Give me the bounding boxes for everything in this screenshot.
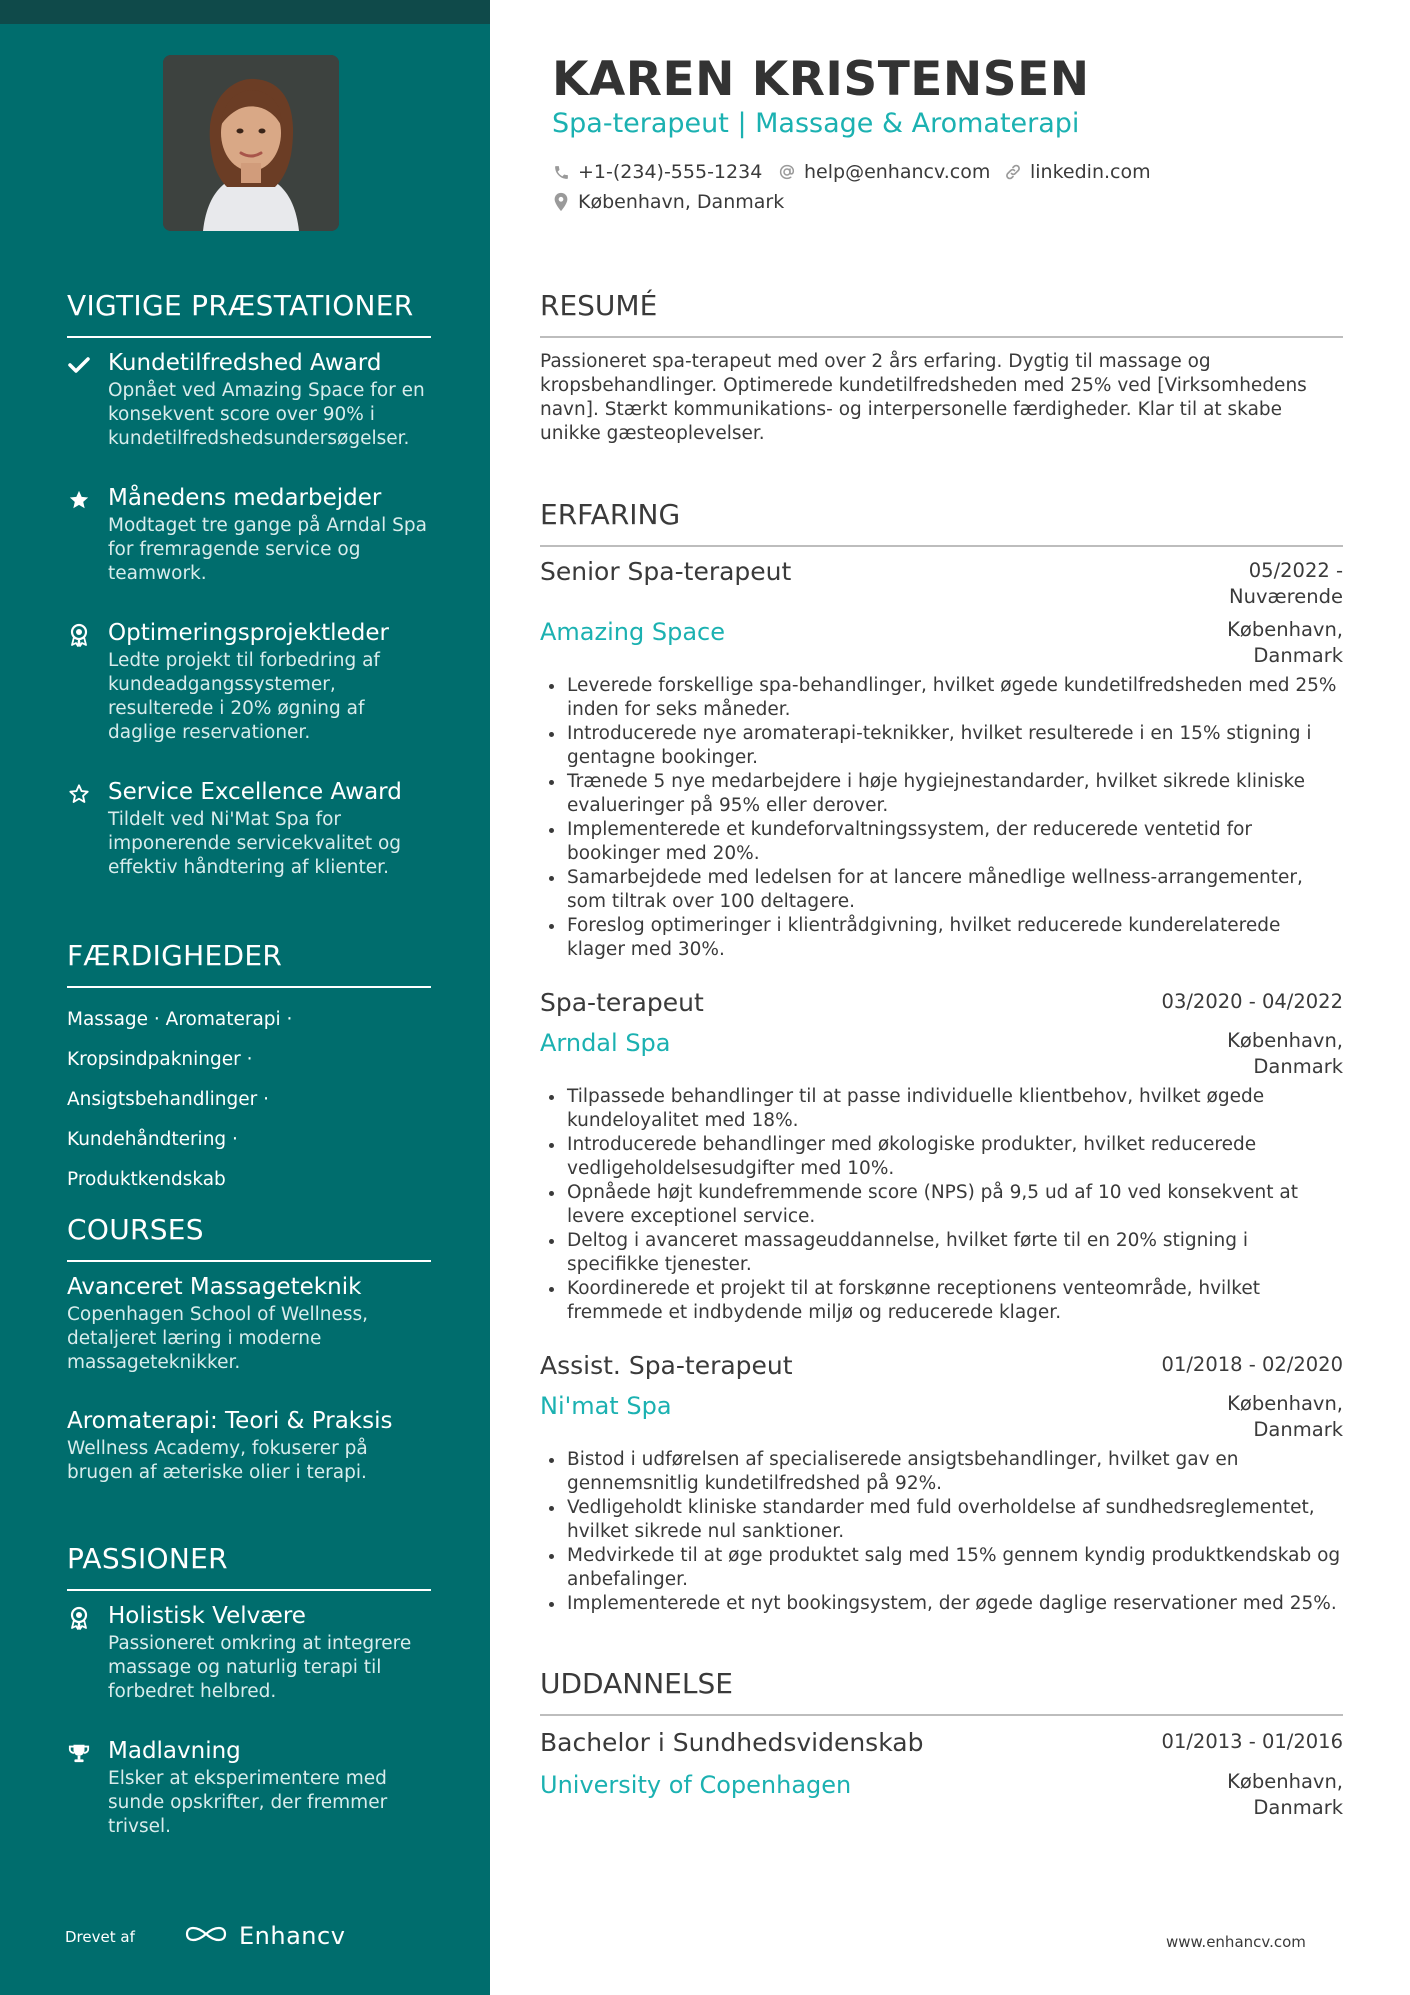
courses-heading: COURSES [67,1212,431,1262]
job-date: 05/2022 - Nuværende [1229,559,1343,608]
contact-location [552,191,784,213]
trophy-icon [67,1741,91,1765]
job-title: Spa-terapeut [540,988,704,1017]
enhancv-logo-text: Enhancv [239,1922,346,1950]
job-title: Assist. Spa-terapeut [540,1351,793,1380]
skills-list [67,1000,431,1200]
achievement-desc: Tildelt ved Ni'Mat Spa for imponerende servicekvalitet og effektiv håndtering af klienter. [108,809,402,878]
job-company: Ni'mat Spa [540,1392,672,1420]
powered-by-label: Drevet af [65,1928,135,1946]
skills-heading: FÆRDIGHEDER [67,938,431,988]
job-bullet: Trænede 5 nye medarbejdere i høje hygiejnestandarder, hvilket sikrede kliniske evalueringer på 95% eller derover. [540,770,1343,818]
job-bullet: Deltog i avanceret massageuddannelse, hvilket førte til en 20% stigning i specifikke tjenester. [540,1229,1343,1277]
linkedin-text: linkedin.com [1030,161,1151,183]
education-degree: Bachelor i Sundhedsvidenskab [540,1728,924,1757]
achievement-desc: Modtaget tre gange på Arndal Spa for fremragende service og teamwork. [108,515,427,584]
summary-heading: RESUMÉ [540,288,1343,338]
contact-linkedin[interactable] [1004,161,1151,183]
course-item [67,1405,431,1485]
achievement-title: Service Excellence Award [108,779,402,805]
job-bullet: Implementerede et kundeforvaltningssystem, der reducerede ventetid for bookinger med 20%. [540,818,1343,866]
job-bullet: Medvirkede til at øge produktet salg med 15% gennem kyndig produktkendskab og anbefalinger. [540,1544,1343,1592]
job-location: København, Danmark [1227,618,1343,667]
sidebar-top-bar [0,0,490,24]
skills-line: Kropsindpakninger · [67,1049,253,1070]
sidebar [0,0,490,1995]
passion-desc: Passioneret omkring at integrere massage og naturlig terapi til forbedret helbred. [108,1633,412,1702]
achievement-item [67,482,431,586]
job-date: 01/2018 - 02/2020 [1161,1353,1343,1376]
passion-item [67,1735,431,1839]
achievement-item [67,617,431,745]
star-icon [67,488,91,512]
course-title: Avanceret Massageteknik [67,1274,362,1300]
education-heading: UDDANNELSE [540,1666,1343,1716]
award-ribbon-icon [67,623,91,647]
contact-phone [552,161,762,183]
job-bullet: Introducerede nye aromaterapi-teknikker, hvilket resulterede i en 15% stigning i gentagne bookinger. [540,722,1343,770]
passions-section [67,1541,431,1837]
job-company: Amazing Space [540,618,725,646]
job-location: København, Danmark [1227,1029,1343,1078]
education-location: København, Danmark [1227,1770,1343,1819]
passions-heading: PASSIONER [67,1541,431,1591]
passion-desc: Elsker at eksperimentere med sunde opskrifter, der fremmer trivsel. [108,1768,388,1837]
achievement-title: Månedens medarbejder [108,485,382,511]
summary-text: Passioneret spa-terapeut med over 2 års erfaring. Dygtig til massage og kropsbehandlinger. Optimerede kundetilfredsheden med 25% ved [Virksomhedens navn]. Stærkt kommunikations- og interpersonelle færdigheder. Klar til at skabe unikke gæsteoplevelser. [540,351,1307,444]
job-bullet: Introducerede behandlinger med økologiske produkter, hvilket reducerede vedligeholdelsesudgifter med 10%. [540,1133,1343,1181]
achievements-section [67,288,431,878]
achievement-title: Kundetilfredshed Award [108,350,382,376]
location-pin-icon [552,193,570,211]
achievements-heading: VIGTIGE PRÆSTATIONER [67,288,431,338]
phone-icon [552,163,570,181]
achievement-title: Optimeringsprojektleder [108,620,389,646]
courses-section [67,1212,431,1483]
course-desc: Copenhagen School of Wellness, detaljeret læring i moderne massageteknikker. [67,1304,369,1373]
achievement-item [67,347,431,451]
job-bullet: Opnåede højt kundefremmende score (NPS) på 9,5 ud af 10 ved konsekvent at levere exceptionel service. [540,1181,1343,1229]
job-company: Arndal Spa [540,1029,671,1057]
job-bullet: Tilpassede behandlinger til at passe individuelle klientbehov, hvilket øgede kundeloyalitet med 18%. [540,1085,1343,1133]
profile-photo [163,55,339,231]
course-item [67,1271,431,1375]
job-bullets [540,1448,1343,1616]
achievement-item [67,776,431,880]
job-bullets [540,674,1343,962]
job-title: Senior Spa-terapeut [540,557,792,586]
skills-line: Ansigtsbehandlinger · Kundehåndtering · [67,1089,269,1150]
job-date: 03/2020 - 04/2022 [1161,990,1343,1013]
experience-heading: ERFARING [540,497,1343,547]
achievement-desc: Opnået ved Amazing Space for en konsekvent score over 90% i kundetilfredshedsundersøgelser. [108,380,425,449]
candidate-name: KAREN KRISTENSEN [552,52,1090,107]
phone-text: +1-(234)-555-1234 [578,161,763,183]
job-bullet: Implementerede et nyt bookingsystem, der øgede daglige reservationer med 25%. [540,1592,1343,1616]
at-sign-icon [778,163,796,181]
job-bullet: Samarbejdede med ledelsen for at lancere månedlige wellness-arrangementer, som tiltrak over 100 deltagere. [540,866,1343,914]
job-bullet: Foreslog optimeringer i klientrådgivning, hvilket reducerede kunderelaterede klager med 30%. [540,914,1343,962]
website-footer-link[interactable]: www.enhancv.com [1166,1933,1306,1951]
skills-line: Massage · Aromaterapi · [67,1009,293,1030]
job-bullet: Bistod i udførelsen af specialiserede ansigtsbehandlinger, hvilket gav en gennemsnitlig kundetilfredshed på 92%. [540,1448,1343,1496]
skills-line: Produktkendskab [67,1169,226,1190]
job-bullet: Vedligeholdt kliniske standarder med fuld overholdelse af sundhedsreglementet, hvilket sikrede nul sanktioner. [540,1496,1343,1544]
candidate-headline: Spa-terapeut | Massage & Aromaterapi [552,108,1080,139]
course-title: Aromaterapi: Teori & Praksis [67,1408,393,1434]
enhancv-infinity-icon [183,1922,229,1950]
star-outline-icon [67,782,91,806]
skills-section [67,938,431,1200]
enhancv-logo[interactable] [183,1922,345,1950]
education-school: University of Copenhagen [540,1771,852,1799]
passion-title: Holistisk Velvære [108,1603,306,1629]
passion-title: Madlavning [108,1738,241,1764]
location-text: København, Danmark [578,191,785,213]
course-desc: Wellness Academy, fokuserer på brugen af æteriske olier i terapi. [67,1438,368,1483]
education-date: 01/2013 - 01/2016 [1161,1730,1343,1753]
achievement-desc: Ledte projekt til forbedring af kundeadgangssystemer, resulterede i 20% øgning af daglige reservationer. [108,650,380,743]
contact-email[interactable] [778,161,990,183]
job-bullets [540,1085,1343,1325]
job-bullet: Leverede forskellige spa-behandlinger, hvilket øgede kundetilfredsheden med 25% inden for seks måneder. [540,674,1343,722]
check-icon [67,353,91,377]
link-icon [1004,163,1022,181]
email-text: help@enhancv.com [804,161,991,183]
job-location: København, Danmark [1227,1392,1343,1441]
passion-item [67,1600,431,1704]
award-ribbon-icon [67,1606,91,1630]
job-bullet: Koordinerede et projekt til at forskønne receptionens venteområde, hvilket fremmede et indbydende miljø og reducerede klager. [540,1277,1343,1325]
